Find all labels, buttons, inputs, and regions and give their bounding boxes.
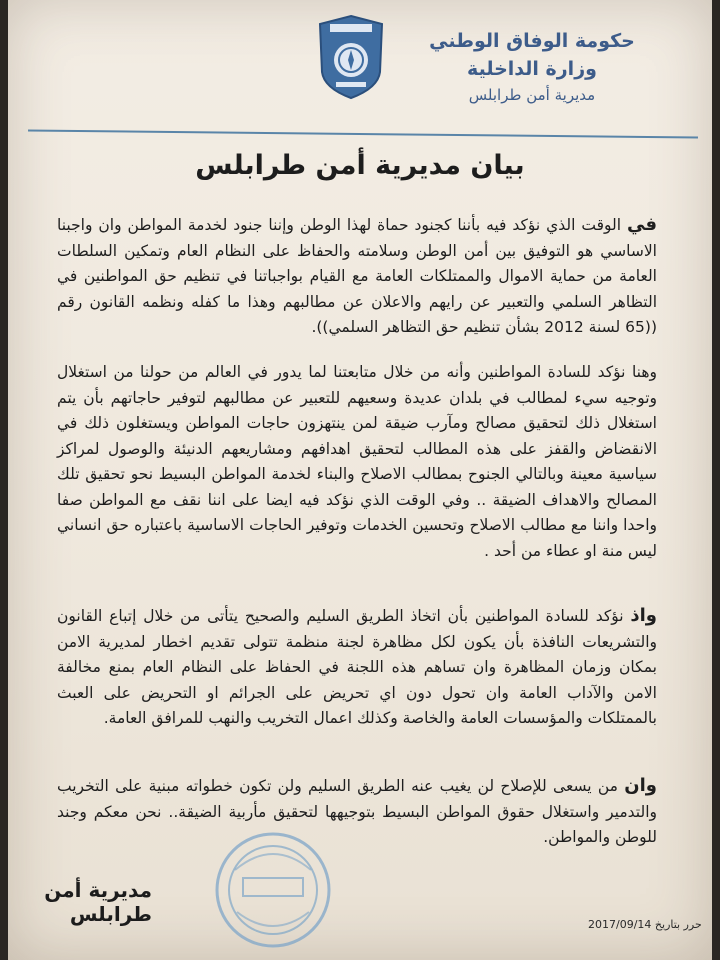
ministry-name: وزارة الداخلية <box>467 58 597 80</box>
paragraph-1 <box>57 212 657 341</box>
directorate-name: مديرية أمن طرابلس <box>468 86 596 104</box>
ministry-emblem-icon <box>318 14 384 100</box>
paragraph-3 <box>57 603 657 732</box>
letterhead <box>422 30 642 104</box>
paragraph-4 <box>57 773 657 851</box>
paragraph-lead: في <box>627 214 657 235</box>
paragraph-text: الوقت الذي نؤكد فيه بأننا كجنود حماة لهذا الوطن وإننا جنود لخدمة المواطن وان واجبنا الاساسي هو التوفيق بين أمن الوطن وسلامته والحفاظ على النظام العام وتمكين السلطات العامة من حماية الاموال والممتلكات العامة مع القيام بواجباتنا في تنظيم حق المواطنين في التظاهر السلمي والتعبير عن رايهم والاعلان عن مطالبهم وهذا ما كفله ونظمه القانون رقم ((65 لسنة 2012 بشأن تنظيم حق التظاهر السلمي)). <box>57 216 657 336</box>
paragraph-2 <box>57 360 657 564</box>
government-name: حكومة الوفاق الوطني <box>429 30 635 52</box>
document-title: بيان مديرية أمن طرابلس <box>195 150 525 181</box>
paragraph-text: من يسعى للإصلاح لن يغيب عنه الطريق السليم ولن تكون خطواته مبنية على التخريب والتدمير واستغلال حقوق المواطن البسيط بتوجيهها لتحقيق مأربية الضيقة.. نحن معكم وجند للوطن والمواطن. <box>57 777 657 846</box>
official-stamp-icon <box>213 830 333 950</box>
paragraph-text: وهنا نؤكد للسادة المواطنين وأنه من خلال متابعتنا لما يدور في العالم من حولنا من استغلال وتوجيه سيء لمطالب في بلدان عديدة وسعيهم للتعبير عن مطالبهم لتوفير حاجاتهم بأن يتم استغلال ذلك لتحقيق مصالح ومآرب ضيقة لمن ينتهزون حاجات المواطن ويستغلون ذلك في الانقضاض والقفز على هذه المطالب لتحقيق اهدافهم ومشاريعهم الدنيئة والوصول لمراكز سياسية معينة وبالتالي الجنوح بمطالب الاصلاح والبناء لخدمة المواطن البسيط نحو تحقيق تلك المصالح والاهداف الضيقة .. وفي الوقت الذي نؤكد فيه ايضا على اننا نقف مع المواطن صفا واحدا واننا مع مطالب الاصلاح وتحسين الخدمات وتوفير الحاجات الاساسية باعتباره حق انساني ليس منة او عطاء من أحد . <box>57 363 657 560</box>
signature: مديرية أمن طرابلس <box>44 878 152 926</box>
document-date: حرر بتاريخ 2017/09/14 <box>588 918 702 931</box>
paragraph-text: نؤكد للسادة المواطنين بأن اتخاذ الطريق السليم والصحيح يتأتى من خلال إتباع القانون والتشريعات النافذة بأن يكون لكل مظاهرة لجنة منظمة تتولى تقديم اخطار لمديرية الامن بمكان وزمان المظاهرة وان تساهم هذه اللجنة في الحفاظ على النظام العام بمنع مخالفة الامن والآداب العامة وان تحول دون اي تحريض على الجرائم او التحريض على العبث بالممتلكات والمؤسسات العامة والخاصة وكذلك اعمال التخريب والنهب للمرافق العامة. <box>57 607 657 727</box>
paragraph-lead: واذ <box>630 605 657 626</box>
header-divider <box>28 129 698 138</box>
paragraph-lead: وان <box>624 775 657 796</box>
document-sheet <box>8 0 712 960</box>
